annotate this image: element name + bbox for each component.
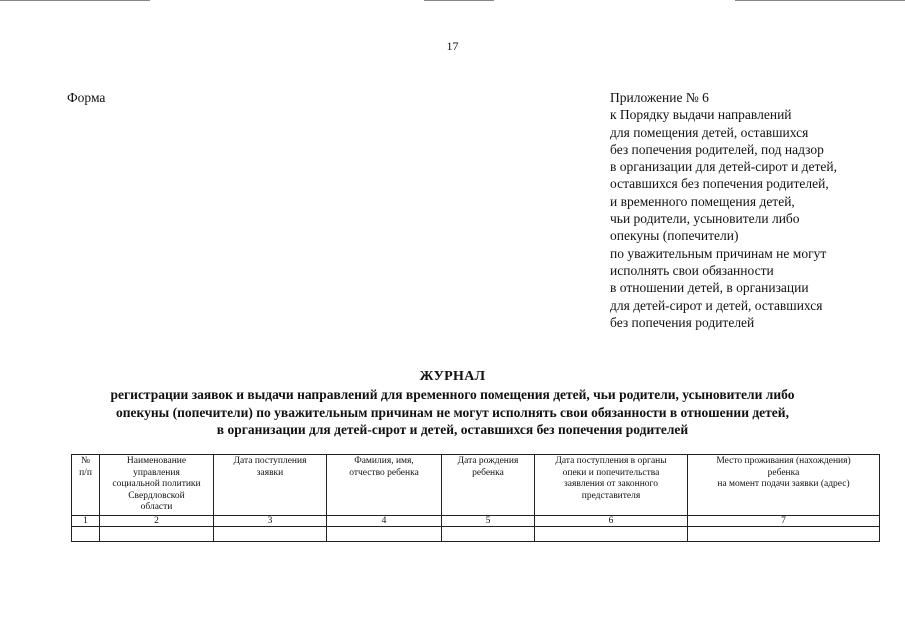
header-cell-number: № п/п	[72, 455, 100, 516]
appendix-line: без попечения родителей, под надзор	[610, 141, 824, 157]
journal-subtitle	[40, 386, 865, 439]
appendix-line: чьи родители, усыновители либо	[610, 211, 800, 227]
column-number: 2	[100, 515, 214, 526]
appendix-line: Приложение № 6	[610, 90, 709, 105]
empty-cell	[327, 526, 442, 541]
subtitle-line: в организации для детей-сирот и детей, оставшихся без попечения родителей	[216, 422, 689, 437]
top-rule-mid	[424, 0, 494, 1]
empty-cell	[442, 526, 535, 541]
column-number: 3	[214, 515, 327, 526]
empty-cell	[214, 526, 327, 541]
top-rule-right	[735, 0, 905, 1]
appendix-block	[610, 89, 900, 331]
table-column-numbers-row	[72, 515, 880, 526]
subtitle-line: регистрации заявок и выдачи направлений для временного помещения детей, чьи родители, усыновители либо	[110, 387, 795, 402]
header-cell-child-name: Фамилия, имя, отчество ребенка	[327, 455, 442, 516]
journal-title: ЖУРНАЛ	[419, 369, 486, 384]
appendix-line: оставшихся без попечения родителей,	[610, 176, 829, 192]
subtitle-line: опекуны (попечители) по уважительным причинам не могут исполнять свои обязанности в отношении детей,	[116, 404, 789, 420]
appendix-line: и временного помещения детей,	[610, 193, 795, 209]
header-cell-birth-date: Дата рождения ребенка	[442, 455, 535, 516]
header-cell-request-date: Дата поступления заявки	[214, 455, 327, 516]
column-number: 5	[442, 515, 535, 526]
column-number: 7	[688, 515, 880, 526]
appendix-line: в отношении детей, в организации	[610, 280, 809, 296]
table-empty-row	[72, 526, 880, 541]
column-number: 4	[327, 515, 442, 526]
page-number: 17	[446, 39, 459, 53]
column-number: 1	[72, 515, 100, 526]
header-cell-department: Наименование управления социальной политики Свердловской области	[100, 455, 214, 516]
appendix-line: для детей-сирот и детей, оставшихся	[610, 297, 823, 313]
form-label: Форма	[67, 90, 106, 105]
column-number: 6	[535, 515, 688, 526]
appendix-line: к Порядку выдачи направлений	[610, 107, 792, 123]
header-cell-residence: Место проживания (нахождения) ребенка на момент подачи заявки (адрес)	[688, 455, 880, 516]
appendix-line: без попечения родителей	[610, 314, 755, 330]
appendix-line: по уважительным причинам не могут	[610, 245, 827, 261]
journal-table	[71, 454, 880, 542]
appendix-line: исполнять свои обязанности	[610, 262, 774, 278]
top-rule-left	[0, 0, 150, 1]
table-header-row	[72, 455, 880, 516]
appendix-line: для помещения детей, оставшихся	[610, 124, 809, 140]
empty-cell	[100, 526, 214, 541]
empty-cell	[535, 526, 688, 541]
appendix-line: в организации для детей-сирот и детей,	[610, 159, 838, 175]
empty-cell	[688, 526, 880, 541]
header-cell-guardianship-date: Дата поступления в органы опеки и попечительства заявления от законного представителя	[535, 455, 688, 516]
empty-cell	[72, 526, 100, 541]
appendix-line: опекуны (попечители)	[610, 228, 739, 244]
